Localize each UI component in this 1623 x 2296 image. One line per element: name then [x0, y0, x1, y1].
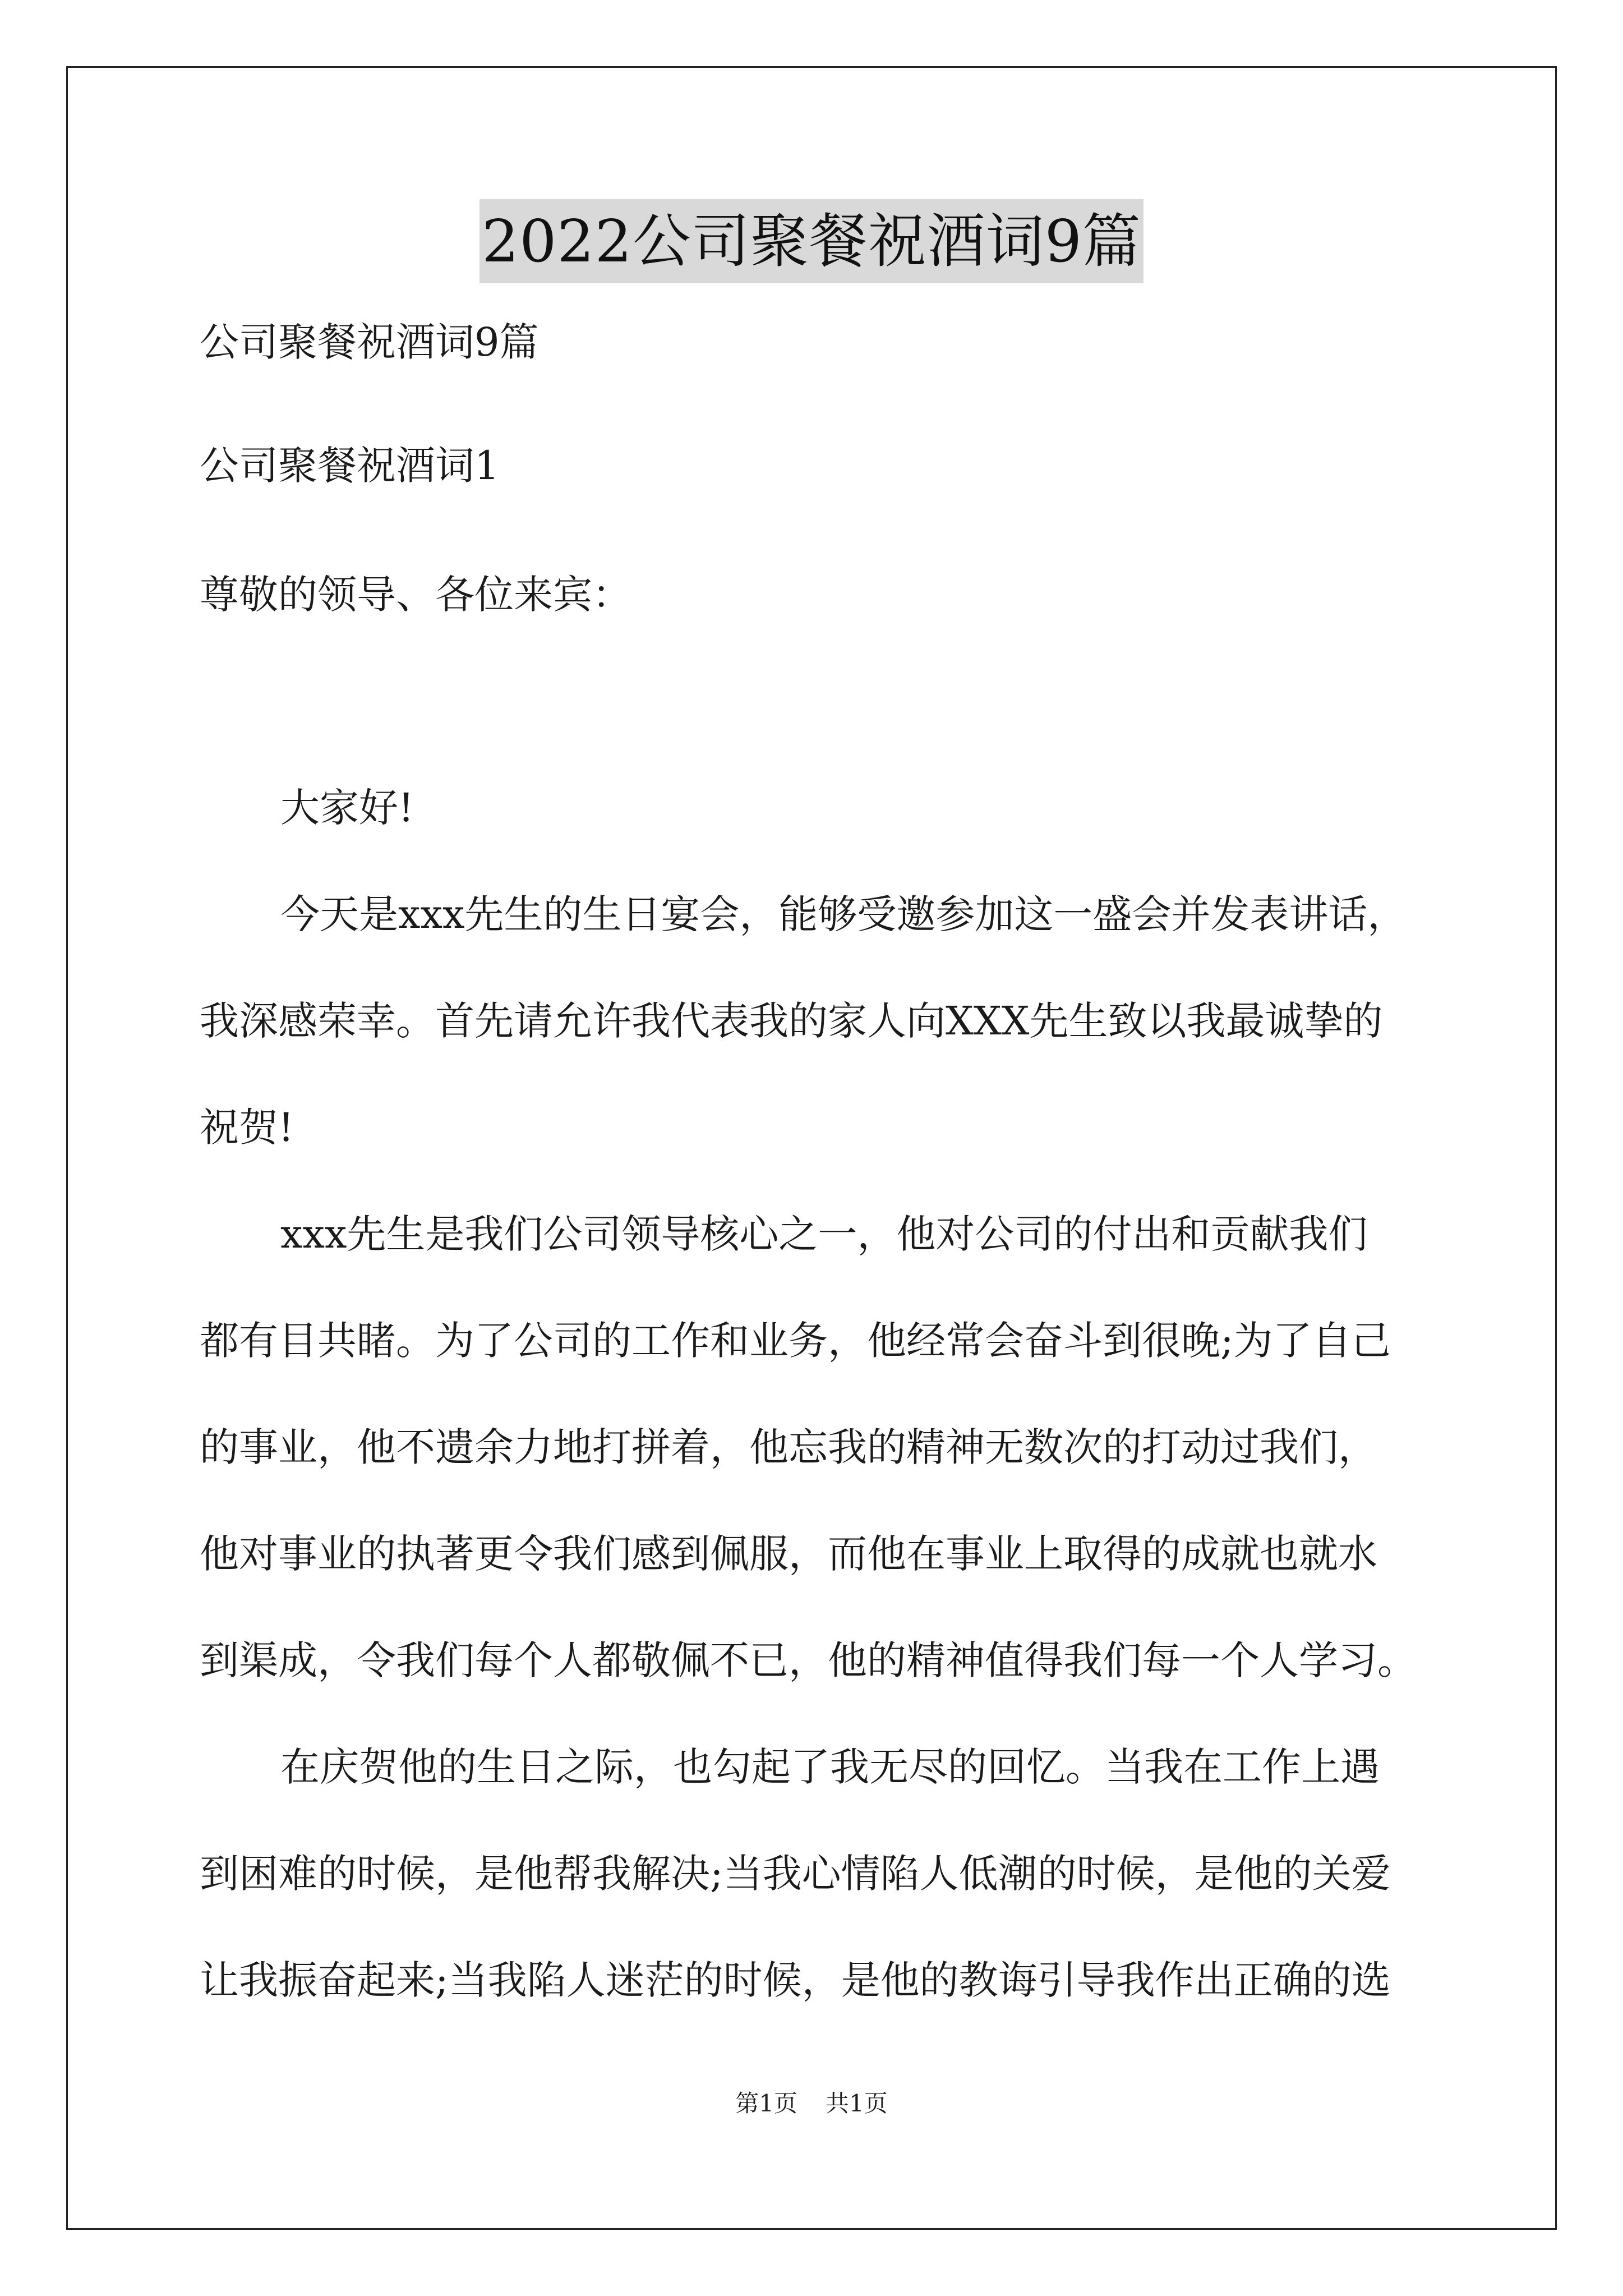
- subtitle-line: 公司聚餐祝酒词9篇: [200, 319, 539, 365]
- salutation: 尊敬的领导、各位来宾：: [200, 572, 631, 618]
- paragraph-line: 我深感荣幸。首先请允许我代表我的家人向XXX先生致以我最诚挚的: [200, 998, 1383, 1044]
- paragraph-line: 在庆贺他的生日之际，也勾起了我无尽的回忆。当我在工作上遇: [280, 1744, 1380, 1790]
- paragraph-line: 到困难的时候，是他帮我解决;当我心情陷人低潮的时候，是他的关爱: [200, 1851, 1391, 1897]
- paragraph-line: 让我振奋起来;当我陷人迷茫的时候，是他的教诲引导我作出正确的选: [200, 1957, 1391, 2003]
- page-total: 共1页: [826, 2090, 888, 2117]
- document-title: 2022公司聚餐祝酒词9篇: [479, 199, 1144, 283]
- page-footer: [0, 2087, 1623, 2120]
- paragraph-line: 到渠成，令我们每个人都敬佩不已，他的精神值得我们每一个人学习。: [200, 1637, 1417, 1683]
- paragraph-line: 都有目共睹。为了公司的工作和业务，他经常会奋斗到很晚;为了自己: [200, 1318, 1391, 1364]
- paragraph-line: 他对事业的执著更令我们感到佩服，而他在事业上取得的成就也就水: [200, 1531, 1377, 1577]
- paragraph-line: 祝贺!: [200, 1105, 294, 1151]
- title-container: [0, 199, 1623, 283]
- page-number: 第1页: [735, 2090, 797, 2117]
- paragraph-line: xxx先生是我们公司领导核心之一，他对公司的付出和贡献我们: [280, 1211, 1368, 1257]
- paragraph-line: 的事业，他不遗余力地打拼着，他忘我的精神无数次的打动过我们，: [200, 1424, 1377, 1470]
- greeting: 大家好!: [280, 785, 414, 831]
- paragraph-line: 今天是xxx先生的生日宴会，能够受邀参加这一盛会并发表讲话，: [280, 891, 1407, 937]
- section-heading: 公司聚餐祝酒词1: [200, 443, 500, 489]
